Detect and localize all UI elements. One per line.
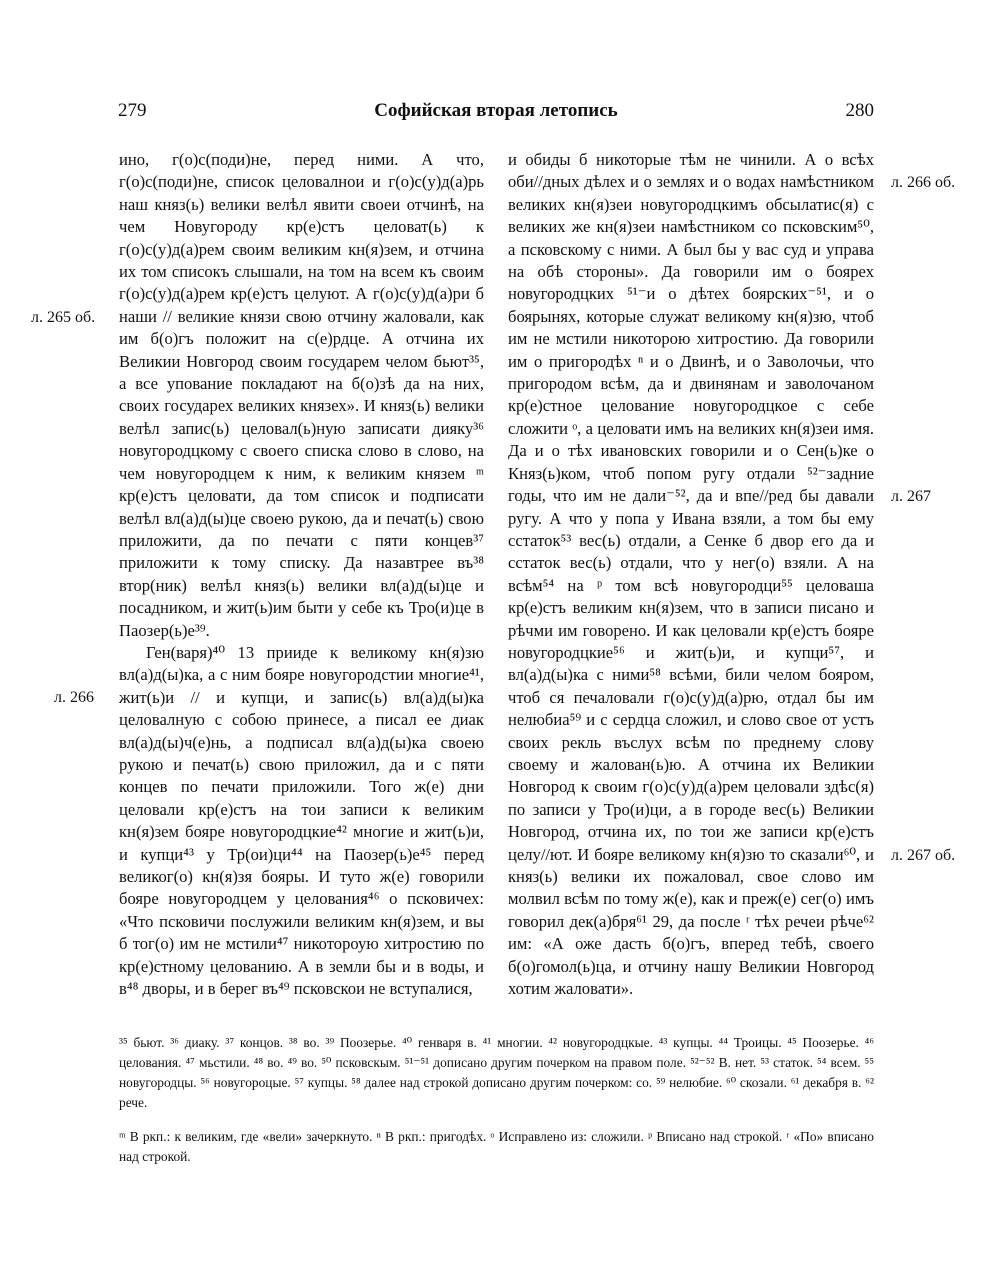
paragraph: и обиды б никоторые тѣм не чинили. А о всѣх оби//дных дѣлех и о землях и о водах намѣстником великих кн(я)зеи новугородцкимъ обсылатис(я) с великих же кн(я)зеи намѣстником со псковским⁵⁰, а псковскому с ними. А был бы у вас суд и управа на обѣ стороны». Да говорили им о боярех новугородцких ⁵¹⁻и о дѣтех боярских⁻⁵¹, и о боярынях, которые служат великому кн(я)зю, чтоб им не мстили никоторою хитростию. Да говорили им о пригородѣх ⁿ и о Двинѣ, и о Заволочьи, что пригородом всѣм, да и двинянам и заволочаном кр(е)стное целование новугородцкое с себе сложити ᵒ, а целовати имъ на великих кн(я)зеи имя. Да и о тѣх ивановских говорили и о Сен(ь)ке о Княз(ь)ком, чтоб попом ругу отдали ⁵²⁻задние годы, что им не дали⁻⁵², да и впе//ред бы давали ругу. А что у попа у Ивана взяли, а том бы ему сстаток⁵³ вес(ь) отдали, а Сенке б двор его да и сстаток вес(ь) отдали, что у нег(о) взяли. А на всѣм⁵⁴ на ᵖ том всѣ новугородци⁵⁵ целоваша кр(е)стъ великим кн(я)зем, что в записи писано и рѣчми им говорено. И как целовали кр(е)стъ бояре новугородцкие⁵⁶ и жит(ь)и, и купци⁵⁷, и вл(а)д(ы)ка с ними⁵⁸ всѣми, били челом бояром, чтоб ся печаловали г(о)с(у)д(а)рю, отдал бы им нелюбиа⁵⁹ и с сердца сложил, и слово свое от устъ своих рекль въслух всѣм по преднему слову своему и жалован(ь)ю. А отчина их Великии Новгород к своим г(о)с(у)д(а)рем целовали здѣс(я) по записи у Тро(и)ци, а в городе вес(ь) Великии Новгород, отчина их, по тои же записи кр(е)стъ целу//ют. И бояре великому кн(я)зю то сказали⁶⁰, и княз(ь) велики их пожаловал, свое слово им молвил всѣм по тому ж(е), как и преж(е) сег(о) имъ говорил дек(а)бря⁶¹ 29, да после ʳ тѣх речеи рѣче⁶² им: «А оже дасть б(о)гъ, вперед тебѣ, своего б(о)гомол(ь)ца, и отчину нашу Великии Новгород хотим жаловати».	[508, 150, 874, 999]
margin-note-folio: л. 267 об.	[891, 847, 956, 864]
running-header	[118, 100, 874, 130]
page-number-right: 280	[845, 100, 874, 121]
running-title: Софийская вторая летопись	[374, 100, 618, 121]
margin-note-folio: л. 266	[54, 689, 94, 706]
right-column	[508, 149, 874, 1000]
page-number-left: 279	[118, 100, 147, 121]
numbered-footnotes: ³⁵ бьют. ³⁶ диаку. ³⁷ концов. ³⁸ во. ³⁹ Поозерье. ⁴⁰ генваря в. ⁴¹ многии. ⁴² новугородцкые. ⁴³ купцы. ⁴⁴ Троицы. ⁴⁵ Поозерье. ⁴⁶ целования. ⁴⁷ мьстили. ⁴⁸ во. ⁴⁹ во. ⁵⁰ псковскым. ⁵¹⁻⁵¹ дописано другим почерком на правом поле. ⁵²⁻⁵² В. нет. ⁵³ статок. ⁵⁴ всем. ⁵⁵ новугородцы. ⁵⁶ новугороцые. ⁵⁷ купцы. ⁵⁸ далее над строкой дописано другим почерком: со. ⁵⁹ нелюбие. ⁶⁰ скозали. ⁶¹ декабря в. ⁶² рече.	[119, 1035, 874, 1110]
margin-note-folio: л. 266 об.	[891, 174, 956, 191]
left-column	[119, 149, 484, 1000]
paragraph: ино, г(о)с(поди)не, перед ними. А что, г(о)с(поди)не, список целовалнои и г(о)с(у)д(а)рь наш княз(ь) велики велѣл явити своеи отчинѣ, на чем Новугороду кр(е)стъ целоват(ь) к г(о)с(у)д(а)рем своим великим кн(я)зем, и отчина их том списокъ слышали, на том на всем къ своим г(о)с(у)д(а)рем кр(е)стъ целуют. А г(о)с(у)д(а)ри б наши // великие князи свою отчину жаловали, как им б(о)гъ положит на с(е)рдце. А отчина их Великии Новгород своим государем челом бьют³⁵, а все упование покладают на б(о)зѣ да на них, своих государех великих князех». И княз(ь) велики велѣл запис(ь) целовал(ь)ную записати дияку³⁶ новугородцкому с своего списка слово в слово, на чем новугородцем к ним, к великим князем ᵐ кр(е)стъ целовати, да том список и подписати велѣл вл(а)д(ы)це своею рукою, да и печат(ь) свою приложити, да по печати с пяти концев³⁷ приложити к тому списку. Да назавтрее въ³⁸ втор(ник) велѣл княз(ь) велики вл(а)д(ы)це и посадником, и жит(ь)им быти у себе къ Тро(и)це в Паозер(ь)е³⁹.	[119, 150, 484, 640]
margin-note-folio: л. 267	[891, 488, 931, 505]
margin-note-folio: л. 265 об.	[31, 309, 96, 326]
lettered-footnotes: ᵐ В ркп.: к великим, где «вели» зачеркнуто. ⁿ В ркп.: пригодѣх. ᵒ Исправлено из: сложили. ᵖ Вписано над строкой. ʳ «По» вписано над строкой.	[119, 1129, 874, 1164]
footnotes	[119, 1033, 874, 1181]
paragraph: Ген(варя)⁴⁰ 13 прииде к великому кн(я)зю вл(а)д(ы)ка, а с ним бояре новугородстии многие⁴¹, жит(ь)и // и купци, и запис(ь) вл(а)д(ы)ка целовалную с собою принесе, а писал ее диак вл(а)д(ы)ч(е)нь, а подписал вл(а)д(ы)ка своею рукою и печат(ь) свою приложил, да и с пяти концев по печати приложили. Того ж(е) дни целовали кр(е)стъ на тои записи к великим кн(я)зем бояре новугородцкие⁴² многие и жит(ь)и, и купци⁴³ у Тр(ои)ци⁴⁴ на Паозер(ь)е⁴⁵ перед великог(о) кн(я)зя бояры. И туто ж(е) говорили бояре новугородцем у целования⁴⁶ о псковичех: «Что псковичи послужили великим кн(я)зем, и вы б тог(о) им не мстили⁴⁷ никотороую хитростию по кр(е)стному целованию. А в земли бы и в воды, и в⁴⁸ дворы, и в берег въ⁴⁹ псковскои не вступалися,	[119, 642, 484, 999]
